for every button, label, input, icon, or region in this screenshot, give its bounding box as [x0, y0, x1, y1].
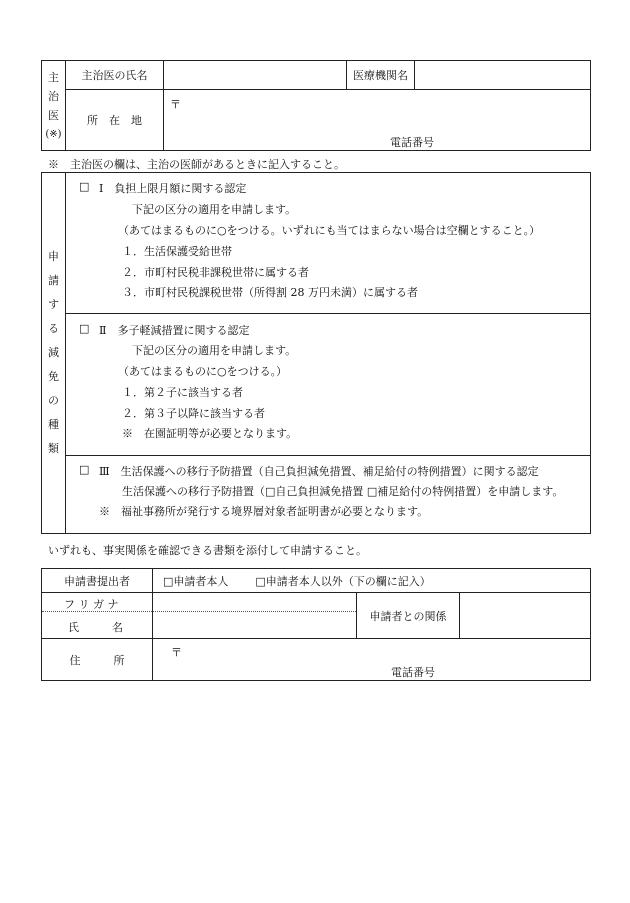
section3-line1: 生活保護への移行予防措置（□自己負担減免措置 □補足給付の特例措置）を申請します。 [122, 485, 564, 498]
section1-checkbox[interactable]: □ [79, 180, 90, 193]
submitter-label: 申請書提出者 [42, 569, 153, 593]
section1-line1: 下記の区分の適用を申請します。 [132, 203, 297, 216]
section2-item[interactable]: １．第２子に該当する者 [122, 386, 243, 399]
side-char: 免 [48, 370, 59, 383]
doctor-address-label: 所 在 地 [66, 90, 164, 151]
section2-item[interactable]: ２．第３子以降に該当する者 [122, 407, 265, 420]
reduction-table [41, 172, 591, 534]
section2-checkbox[interactable]: □ [79, 322, 90, 335]
doctor-address-field[interactable] [164, 90, 591, 151]
section1-item[interactable]: ３．市町村民税課税世帯（所得割 28 万円未満）に属する者 [122, 286, 418, 299]
section3-note: ※ 福祉事務所が発行する境界層対象者証明書が必要となります。 [99, 505, 429, 518]
side-char: の [48, 394, 59, 407]
section-divider [66, 313, 590, 314]
section1-line2: （あてはまるものに○をつける。いずれにも当てはまらない場合は空欄とすること。） [118, 224, 541, 237]
relation-field[interactable] [460, 593, 591, 639]
postal-mark: 〒 [171, 646, 182, 659]
doctor-note: ※ 主治医の欄は、主治の医師があるときに記入すること。 [48, 158, 345, 171]
section1-item[interactable]: １．生活保護受給世帯 [122, 245, 232, 258]
doctor-side-label [42, 61, 66, 151]
applicant-phone-label: 電話番号 [391, 666, 435, 679]
side-char: す [48, 298, 59, 311]
postal-mark: 〒 [170, 98, 181, 111]
side-char: 種 [48, 418, 59, 431]
side-char: 申 [48, 250, 59, 263]
name-label: 氏 名 [68, 621, 123, 634]
option-self[interactable]: □申請者本人 [163, 574, 229, 588]
furigana-divider [42, 611, 152, 612]
attach-note: いずれも、事実関係を確認できる書類を添付して申請すること。 [48, 544, 367, 557]
furigana-label: フ リ ガ ナ [64, 598, 119, 611]
reduction-side-label [42, 173, 66, 534]
section1-item[interactable]: ２．市町村民税非課税世帯に属する者 [122, 266, 309, 279]
side-char: 類 [48, 442, 59, 455]
applicant-table [41, 568, 591, 681]
side-char: 治 [48, 89, 59, 103]
furigana-divider [153, 611, 356, 612]
applicant-address-field[interactable] [153, 639, 591, 681]
submitter-options [153, 569, 591, 593]
side-char: る [48, 322, 59, 335]
doctor-table [41, 60, 591, 151]
institution-field[interactable] [415, 61, 591, 90]
section3-title: Ⅲ 生活保護への移行予防措置（自己負担減免措置、補足給付の特例措置）に関する認定 [99, 465, 539, 478]
section2-line1: 下記の区分の適用を申請します。 [132, 344, 297, 357]
side-char: 主 [48, 70, 59, 84]
side-char: (※) [45, 128, 62, 140]
side-char: 減 [48, 346, 59, 359]
name-field[interactable] [153, 593, 357, 639]
side-char: 医 [48, 108, 59, 122]
reduction-content [66, 173, 591, 534]
name-label-cell [42, 593, 153, 639]
applicant-address-label: 住 所 [42, 639, 153, 681]
option-other[interactable]: □申請者本人以外（下の欄に記入） [255, 574, 431, 588]
doctor-phone-label: 電話番号 [390, 136, 434, 149]
section2-line2: （あてはまるものに○をつける。） [118, 365, 288, 378]
section3-checkbox[interactable]: □ [79, 463, 90, 476]
institution-label: 医療機関名 [347, 61, 415, 90]
doctor-name-field[interactable] [164, 61, 347, 90]
doctor-name-label: 主治医の氏名 [66, 61, 164, 90]
relation-label: 申請者との関係 [357, 593, 460, 639]
section-divider [66, 455, 590, 456]
section2-note: ※ 在園証明等が必要となります。 [122, 427, 298, 440]
section2-title: Ⅱ 多子軽減措置に関する認定 [99, 324, 250, 337]
section1-title: Ⅰ 負担上限月額に関する認定 [99, 182, 247, 195]
side-char: 請 [48, 274, 59, 287]
